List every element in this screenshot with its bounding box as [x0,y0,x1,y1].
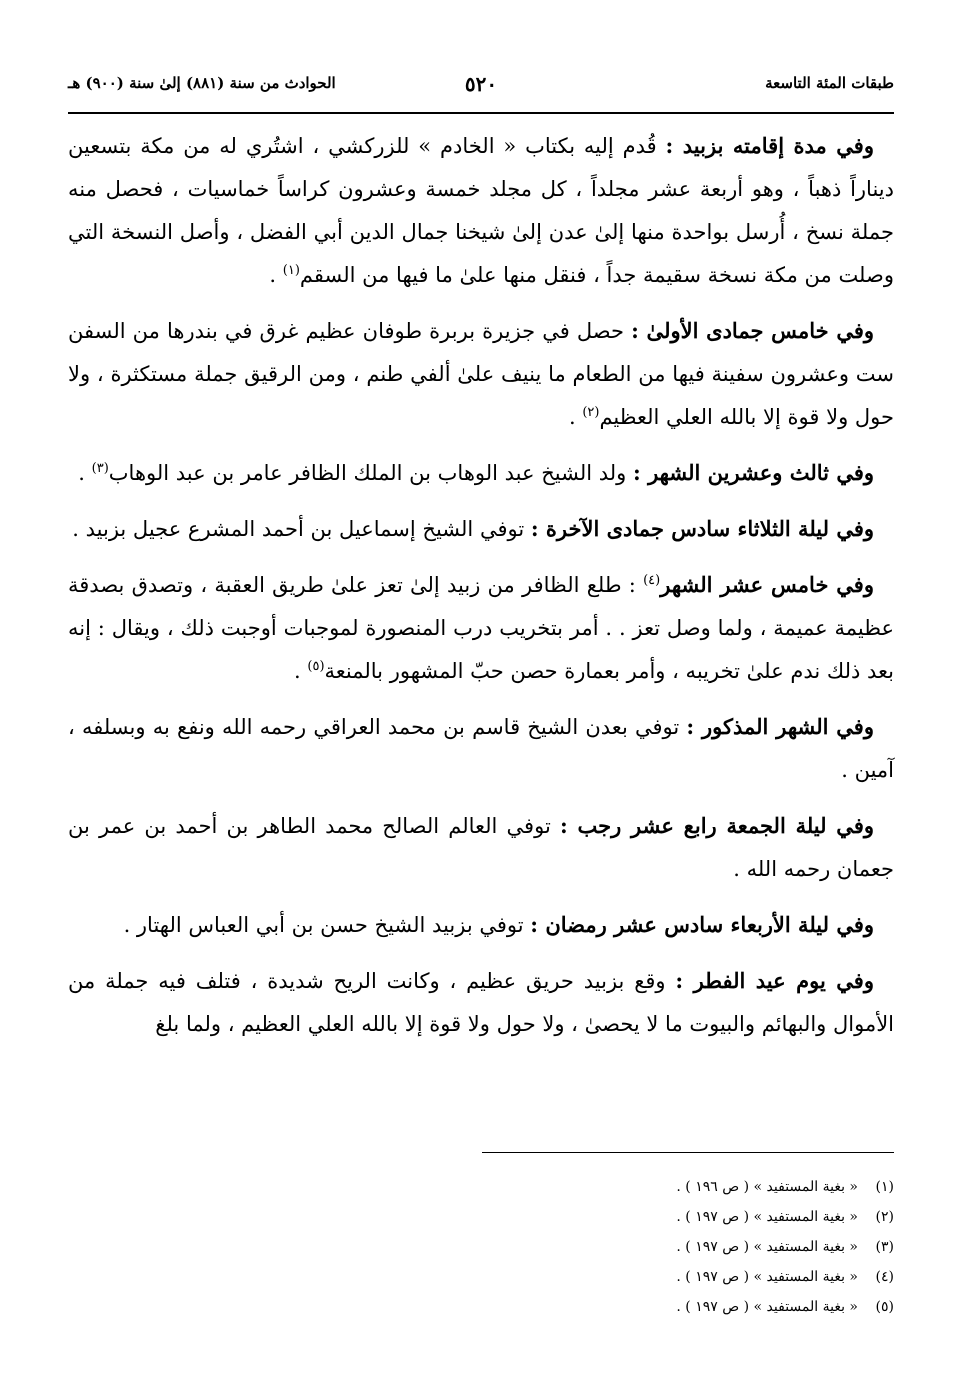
paragraph [68,124,894,297]
paragraph-lead: وفي الشهر المذكور : [686,714,874,739]
paragraph [68,563,894,693]
paragraph [68,804,894,891]
main-text [68,124,894,1058]
paragraph [68,507,894,551]
footnote-text: « بغية المستفيد » ( ص ١٩٧ ) . [676,1239,858,1255]
footnote-number: (١) [875,1179,894,1195]
footnote-number: (٤) [875,1269,894,1285]
paragraph-text: توفي بزبيد الشيخ حسن بن أبي العباس الهتار . [123,913,531,937]
footnote [334,1202,894,1232]
paragraph-text: توفي الشيخ إسماعيل بن أحمد المشرع عجيل بزبيد . [72,517,531,541]
footnote-number: (٣) [875,1239,894,1255]
footnote-text: « بغية المستفيد » ( ص ١٩٦ ) . [676,1179,858,1195]
paragraph [68,903,894,947]
paragraph-lead: وفي ليلة الجمعة رابع عشر رجب : [559,813,874,838]
footnote-number: (٢) [875,1209,894,1225]
book-title: طبقات المئة التاسعة [765,74,894,92]
running-header [68,72,894,114]
footnote [334,1262,894,1292]
footnote-ref: (١) [282,263,300,278]
footnote-ref: (٢) [582,405,600,420]
footnote [334,1232,894,1262]
paragraph-lead: وفي ثالث وعشرين الشهر : [633,460,874,485]
paragraph-text: قُدم إليه بكتاب « الخادم » للزركشي ، اشتُري له من مكة بتسعين ديناراً ذهباً ، وهو أربعة عشر مجلداً ، كل مجلد خمسة وعشرون كراساً خماسيات ، فحصل منه جملة نسخ ، أُرسل بواحدة منها إلىٰ عدن إلىٰ شيخنا جمال الدين أبي الفضل ، وأصل النسخة التي وصلت من مكة نسخة سقيمة جداً ، فنقل منها علىٰ ما فيها من السقم [68,134,894,287]
footnote-number: (٥) [875,1299,894,1315]
paragraph-end: . [568,405,583,429]
paragraph-end: . [294,659,308,683]
paragraph-text: ولد الشيخ عبد الوهاب بن الملك الظافر عامر بن عبد الوهاب [108,461,633,485]
footnote-text: « بغية المستفيد » ( ص ١٩٧ ) . [676,1269,858,1285]
paragraph-end: . [78,461,92,485]
footnote-ref: (٣) [91,461,109,476]
paragraph [68,451,894,495]
chapter-title: الحوادث من سنة (٨٨١) إلىٰ سنة (٩٠٠) هـ [68,74,336,92]
footnote-ref: (٤) [643,573,661,588]
paragraph-text: توفي العالم الصالح محمد الطاهر بن أحمد بن عمر بن جعمان رحمه الله . [68,814,894,881]
paragraph-lead: وفي خامس جمادى الأولىٰ : [631,318,874,343]
footnote-divider [482,1152,894,1153]
paragraph-lead: وفي ليلة الأربعاء سادس عشر رمضان : [530,912,874,937]
paragraph-text: توفي بعدن الشيخ قاسم بن محمد العراقي رحمه الله ونفع به وبسلفه ، آمين . [68,715,894,782]
paragraph [68,309,894,439]
paragraph-text: وقع بزبيد حريق عظيم ، وكانت الريح شديدة ، فتلف فيه جملة من الأموال والبهائم والبيوت ما لا يحصىٰ ، ولا حول ولا قوة إلا بالله العلي العظيم ، ولما بلغ [68,969,894,1036]
paragraph-lead: وفي مدة إقامته بزبيد : [665,133,874,158]
footnote [334,1292,894,1322]
footnote-ref: (٥) [307,659,325,674]
paragraph-lead: وفي ليلة الثلاثاء سادس جمادى الآخرة : [530,516,874,541]
paragraph-lead: وفي خامس عشر الشهر [660,572,874,597]
footnote [334,1172,894,1202]
paragraph [68,705,894,792]
paragraph-text: حصل في جزيرة بربرة طوفان عظيم غرق في بندرها من السفن ست وعشرون سفينة فيها من الطعام ما ينيف علىٰ ألفي طنم ، ومن الرقيق جملة مستكثرة ، ولا حول ولا قوة إلا بالله العلي العظيم [68,319,894,429]
paragraph-text: : طلع الظافر من زبيد إلىٰ تعز علىٰ طريق العقبة ، وتصدق بصدقة عظيمة عميمة ، ولما وصل تعز . . أمر بتخريب درب المنصورة لموجبات أوجبت ذلك ، ويقال : إنه بعد ذلك ندم علىٰ تخريبه ، وأمر بعمارة حصن حبّ المشهور بالمنعة [68,573,894,683]
paragraph-end: . [269,263,283,287]
footnotes [334,1172,894,1322]
footnote-text: « بغية المستفيد » ( ص ١٩٧ ) . [676,1209,858,1225]
paragraph-lead: وفي يوم عيد الفطر : [675,968,874,993]
paragraph [68,959,894,1046]
page-number: ٥٢٠ [464,72,498,96]
footnote-text: « بغية المستفيد » ( ص ١٩٧ ) . [676,1299,858,1315]
